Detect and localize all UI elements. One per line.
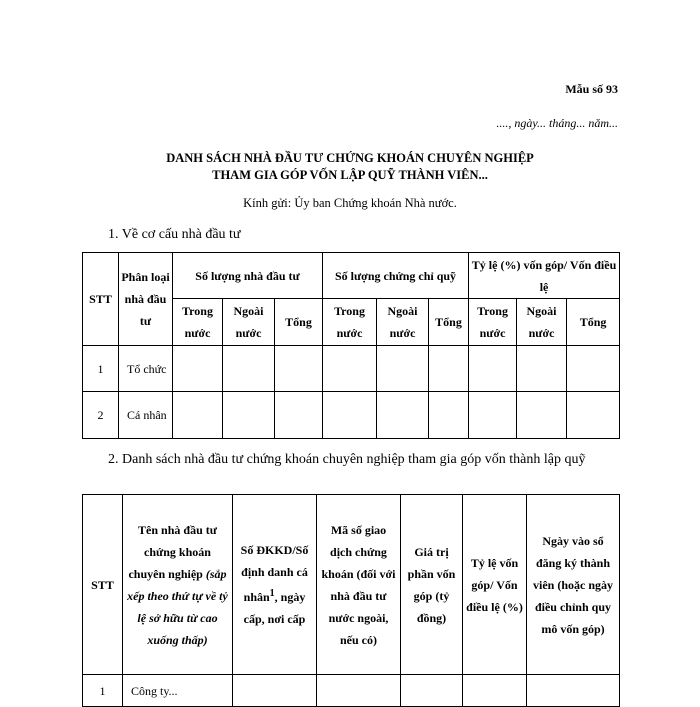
row-type: Cá nhân <box>119 392 173 439</box>
table-row <box>83 346 620 392</box>
header-investor-name-main: Tên nhà đầu tư chứng khoán chuyên nghiệp <box>128 522 217 581</box>
header-total: Tổng <box>429 299 469 346</box>
table-cell <box>275 392 323 439</box>
table-cell <box>517 392 567 439</box>
header-stt: STT <box>83 495 123 675</box>
row-type: Tổ chức <box>119 346 173 392</box>
table-cell <box>469 346 517 392</box>
header-trading-code: Mã số giao dịch chứng khoán (đối với nhà đầu tư nước ngoài, nếu có) <box>317 495 401 675</box>
table-header-row <box>83 253 620 299</box>
table-cell <box>429 392 469 439</box>
table-cell <box>223 392 275 439</box>
header-domestic: Trong nước <box>323 299 377 346</box>
row-stt: 1 <box>83 346 119 392</box>
document-title <box>0 150 700 184</box>
table-cell <box>527 675 620 707</box>
table-cell <box>233 675 317 707</box>
form-number: Mẫu số 93 <box>565 82 618 96</box>
header-registration-id-main: Số ĐKKD/Số định danh cá nhân <box>240 543 309 604</box>
table-cell <box>275 346 323 392</box>
table-cell <box>323 392 377 439</box>
header-domestic: Trong nước <box>173 299 223 346</box>
section-1-heading: 1. Về cơ cấu nhà đầu tư <box>108 227 241 242</box>
table-row <box>83 675 620 707</box>
header-investor-type: Phân loại nhà đầu tư <box>119 253 173 346</box>
table-cell <box>323 346 377 392</box>
table-row <box>83 392 620 439</box>
table-cell <box>317 675 401 707</box>
header-foreign: Ngoài nước <box>517 299 567 346</box>
table-cell <box>567 346 620 392</box>
header-investor-count: Số lượng nhà đầu tư <box>173 253 323 299</box>
row-stt: 1 <box>83 675 123 707</box>
table-cell <box>173 346 223 392</box>
header-certificate-count: Số lượng chứng chỉ quỹ <box>323 253 469 299</box>
header-registration-id <box>233 495 317 675</box>
header-registration-date: Ngày vào sổ đăng ký thành viên (hoặc ngày điều chỉnh quy mô vốn góp) <box>527 495 620 675</box>
table-header-row <box>83 495 620 675</box>
footnote-marker: 1 <box>269 588 275 599</box>
table-cell <box>223 346 275 392</box>
header-investor-name <box>123 495 233 675</box>
header-total: Tổng <box>567 299 620 346</box>
table-cell <box>377 346 429 392</box>
header-stt: STT <box>83 253 119 346</box>
table-cell <box>429 346 469 392</box>
row-investor-name: Công ty... <box>123 675 233 707</box>
table-cell <box>173 392 223 439</box>
table-cell <box>469 392 517 439</box>
table-cell <box>463 675 527 707</box>
table-cell <box>377 392 429 439</box>
title-line-2: THAM GIA GÓP VỐN LẬP QUỸ THÀNH VIÊN... <box>212 168 488 182</box>
row-stt: 2 <box>83 392 119 439</box>
header-registration-id-rest: , ngày cấp, nơi cấp <box>243 590 306 626</box>
header-foreign: Ngoài nước <box>377 299 429 346</box>
header-total: Tổng <box>275 299 323 346</box>
investor-structure-table <box>82 252 620 439</box>
section-2-heading: 2. Danh sách nhà đầu tư chứng khoán chuyên nghiệp tham gia góp vốn thành lập quỹ <box>108 452 586 467</box>
table-cell <box>567 392 620 439</box>
date-line: ...., ngày... tháng... năm... <box>496 116 618 130</box>
header-capital-value: Giá trị phần vốn góp (tỷ đồng) <box>401 495 463 675</box>
recipient-line: Kính gửi: Ủy ban Chứng khoán Nhà nước. <box>243 196 457 210</box>
header-foreign: Ngoài nước <box>223 299 275 346</box>
header-investor-name-note: (sắp xếp theo thứ tự về tỷ lệ sở hữu từ cao xuống thấp) <box>127 566 228 647</box>
table-cell <box>401 675 463 707</box>
header-capital-ratio: Tỷ lệ (%) vốn góp/ Vốn điều lệ <box>469 253 620 299</box>
header-capital-ratio: Tỷ lệ vốn góp/ Vốn điều lệ (%) <box>463 495 527 675</box>
table-cell <box>517 346 567 392</box>
investor-list-table <box>82 494 620 707</box>
title-line-1: DANH SÁCH NHÀ ĐẦU TƯ CHỨNG KHOÁN CHUYÊN NGHIỆP <box>166 151 534 165</box>
header-domestic: Trong nước <box>469 299 517 346</box>
